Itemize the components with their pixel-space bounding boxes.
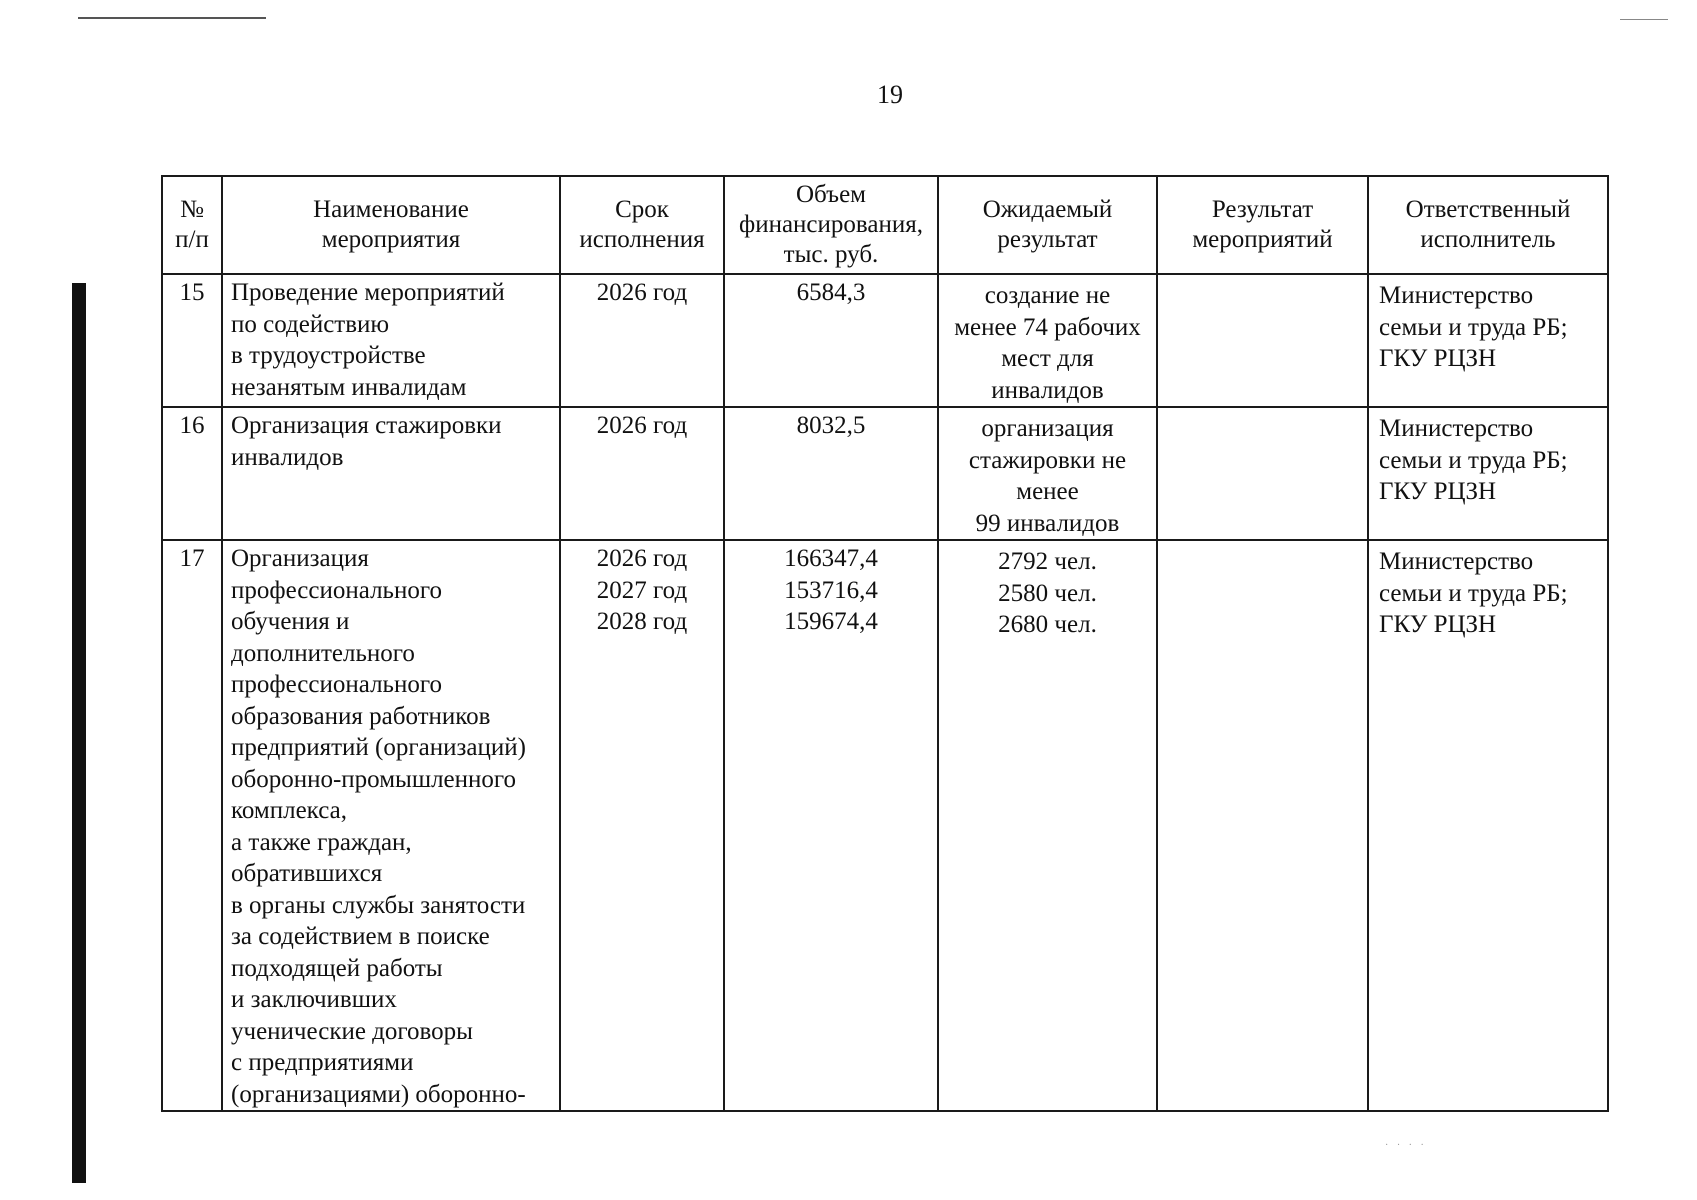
funding-volume: 6584,3 [724,274,938,407]
responsible-executor: Министерство семьи и труда РБ; ГКУ РЦЗН [1368,274,1608,407]
row-number: 15 [162,274,222,407]
responsible-executor: Министерство семьи и труда РБ; ГКУ РЦЗН [1368,540,1608,1111]
header-measure-result: Результат мероприятий [1157,176,1368,274]
scan-artifact-left-bar [72,283,86,1183]
header-term: Срок исполнения [560,176,724,274]
row-number: 16 [162,407,222,540]
expected-result: 2792 чел. 2580 чел. 2680 чел. [938,540,1157,1111]
header-responsible: Ответственный исполнитель [1368,176,1608,274]
term: 2026 год 2027 год 2028 год [560,540,724,1111]
row-number: 17 [162,540,222,1111]
table-row [162,540,1608,1111]
funding-volume: 8032,5 [724,407,938,540]
scan-artifact-top-line [78,17,266,19]
measure-name: Организация стажировки инвалидов [222,407,560,540]
table-header [162,176,1608,274]
measure-result [1157,540,1368,1111]
measures-table [161,175,1609,1112]
page-number: 19 [877,80,903,109]
term: 2026 год [560,407,724,540]
scan-artifact-specks: · · · · [1385,1140,1427,1151]
table-row [162,407,1608,540]
header-row [162,176,1608,274]
header-expected-result: Ожидаемый результат [938,176,1157,274]
header-number: № п/п [162,176,222,274]
expected-result: создание не менее 74 рабочих мест для инвалидов [938,274,1157,407]
measure-result [1157,407,1368,540]
measure-name: Проведение мероприятий по содействию в трудоустройстве незанятым инвалидам [222,274,560,407]
table-row [162,274,1608,407]
expected-result: организация стажировки не менее 99 инвалидов [938,407,1157,540]
responsible-executor: Министерство семьи и труда РБ; ГКУ РЦЗН [1368,407,1608,540]
funding-volume: 166347,4 153716,4 159674,4 [724,540,938,1111]
header-measure-name: Наименование мероприятия [222,176,560,274]
table-body [162,274,1608,1111]
measure-name: Организация профессионального обучения и дополнительного профессионального образования работников предприятий (организаций) оборонно-промышленного комплекса, а также граждан, обратившихся в органы службы занятости за содействием в поиске подходящей работы и заключивших ученические договоры с предприятиями (организациями) оборонно- [222,540,560,1111]
scan-artifact-right-line [1620,19,1668,20]
measure-result [1157,274,1368,407]
term: 2026 год [560,274,724,407]
header-funding-volume: Объем финансирования, тыс. руб. [724,176,938,274]
